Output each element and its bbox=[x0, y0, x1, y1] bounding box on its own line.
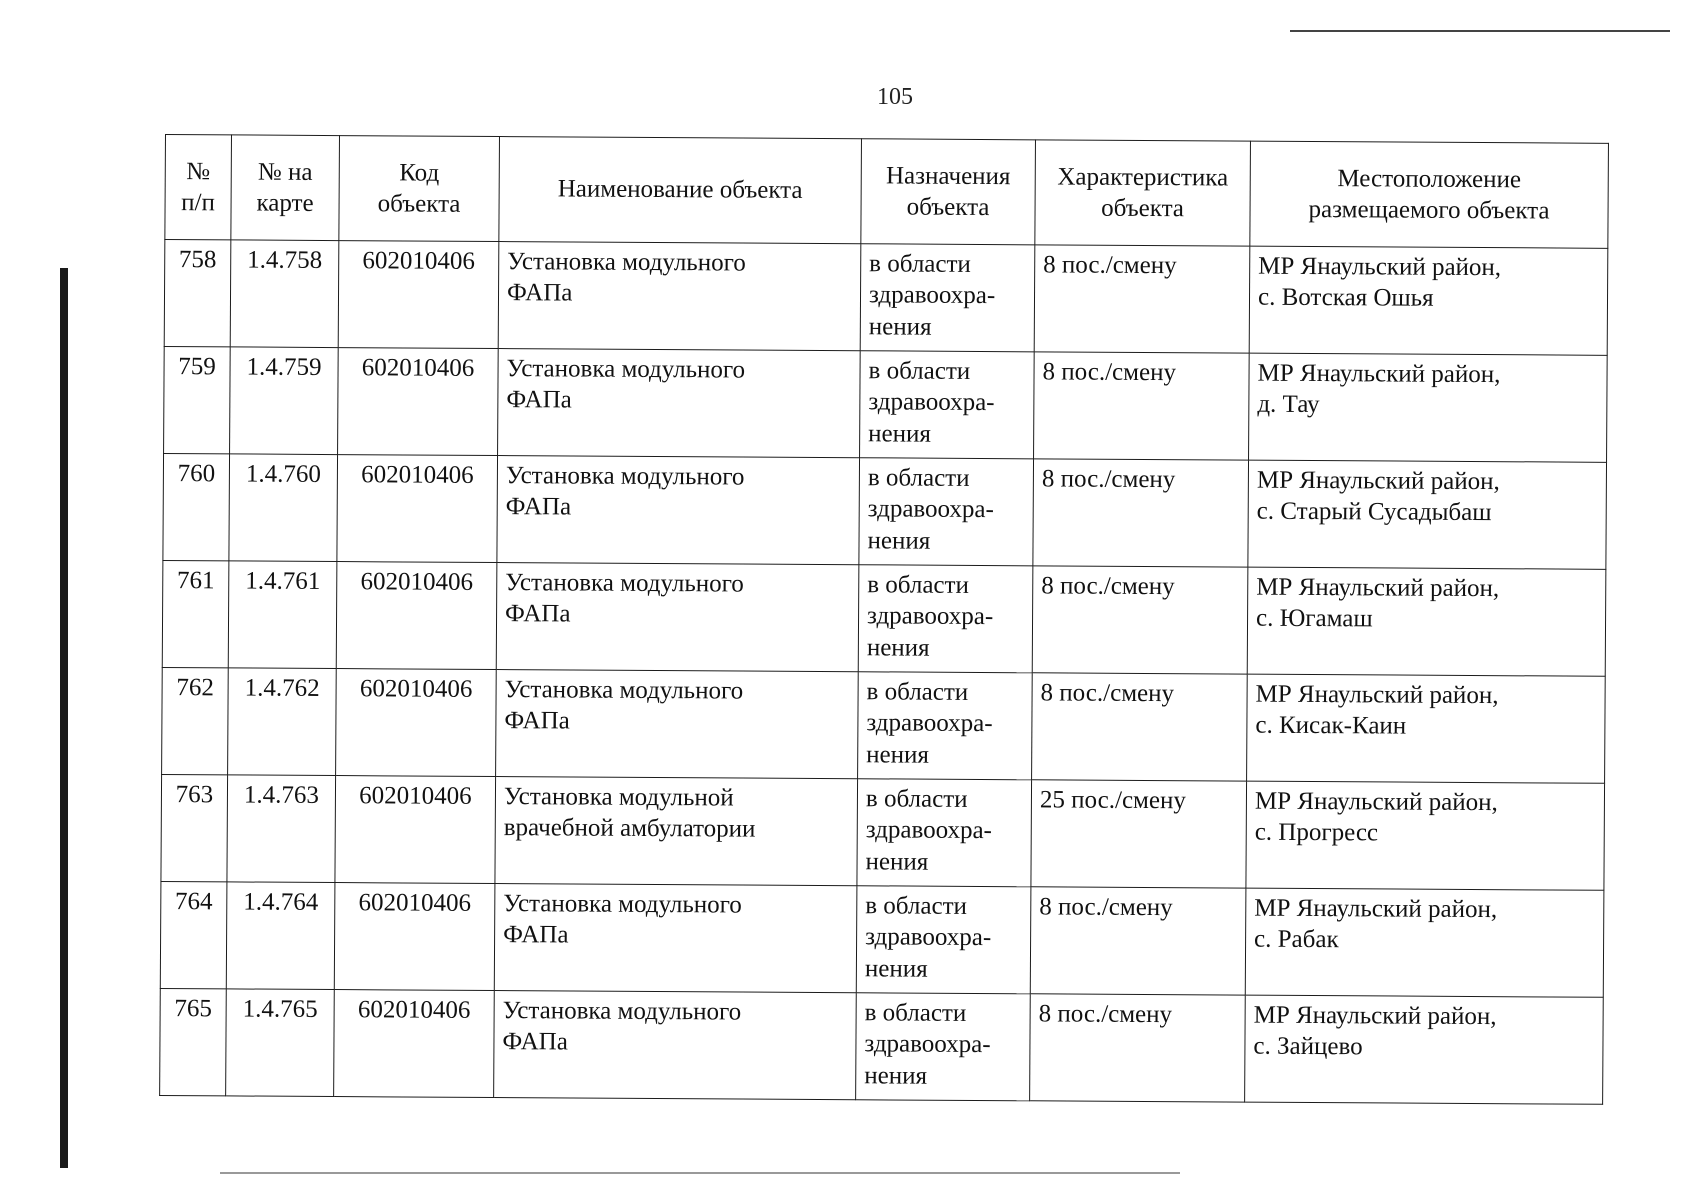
cell-object-code: 602010406 bbox=[336, 562, 497, 670]
scan-artifact-line bbox=[220, 1172, 1180, 1174]
objects-table bbox=[159, 134, 1609, 1105]
cell-map-number: 1.4.760 bbox=[229, 454, 338, 562]
cell-characteristic: 8 пос./смену bbox=[1032, 673, 1248, 781]
table-row bbox=[163, 453, 1607, 569]
cell-object-name: Установка модульного ФАПа bbox=[494, 991, 857, 1100]
cell-object-name: Установка модульного ФАПа bbox=[494, 884, 857, 993]
header-purpose: Назначения объекта bbox=[861, 139, 1036, 245]
table-row bbox=[161, 774, 1605, 890]
cell-object-name: Установка модульного ФАПа bbox=[498, 242, 861, 351]
cell-characteristic: 8 пос./смену bbox=[1033, 459, 1249, 567]
header-object-code: Код объекта bbox=[339, 136, 500, 242]
table-row bbox=[160, 988, 1604, 1104]
cell-object-name: Установка модульного ФАПа bbox=[498, 349, 861, 458]
cell-row-number: 761 bbox=[162, 560, 229, 667]
cell-purpose: в области здравоохра- нения bbox=[857, 779, 1032, 887]
scan-artifact-line bbox=[1290, 30, 1670, 32]
cell-location: МР Янаульский район, с. Старый Сусадыбаш bbox=[1248, 460, 1607, 569]
cell-purpose: в области здравоохра- нения bbox=[858, 672, 1033, 780]
cell-location: МР Янаульский район, с. Вотская Ошья bbox=[1249, 246, 1608, 355]
header-object-name: Наименование объекта bbox=[499, 137, 862, 244]
cell-purpose: в области здравоохра- нения bbox=[860, 244, 1035, 352]
cell-row-number: 763 bbox=[161, 774, 228, 881]
cell-location: МР Янаульский район, с. Рабак bbox=[1245, 888, 1604, 997]
cell-row-number: 764 bbox=[160, 881, 227, 988]
cell-object-code: 602010406 bbox=[334, 990, 495, 1098]
cell-map-number: 1.4.765 bbox=[226, 989, 335, 1097]
cell-object-code: 602010406 bbox=[336, 669, 497, 777]
cell-row-number: 758 bbox=[164, 240, 231, 347]
cell-purpose: в области здравоохра- нения bbox=[860, 351, 1035, 459]
cell-location: МР Янаульский район, д. Тау bbox=[1249, 353, 1608, 462]
cell-map-number: 1.4.764 bbox=[226, 882, 335, 990]
table-row bbox=[160, 881, 1604, 997]
header-map-number: № на карте bbox=[231, 135, 340, 241]
cell-purpose: в области здравоохра- нения bbox=[856, 886, 1031, 994]
cell-row-number: 765 bbox=[160, 988, 227, 1095]
cell-location: МР Янаульский район, с. Зайцево bbox=[1245, 995, 1604, 1104]
cell-object-name: Установка модульного ФАПа bbox=[496, 670, 859, 779]
cell-row-number: 759 bbox=[164, 346, 231, 453]
cell-row-number: 760 bbox=[163, 453, 230, 560]
cell-object-code: 602010406 bbox=[337, 455, 498, 563]
scan-artifact-bar bbox=[60, 268, 68, 1168]
cell-location: МР Янаульский район, с. Кисак-Каин bbox=[1247, 674, 1606, 783]
cell-characteristic: 8 пос./смену bbox=[1030, 994, 1246, 1102]
cell-characteristic: 8 пос./смену bbox=[1030, 887, 1246, 995]
table-row bbox=[162, 667, 1606, 783]
cell-location: МР Янаульский район, с. Югамаш bbox=[1247, 567, 1606, 676]
cell-purpose: в области здравоохра- нения bbox=[856, 993, 1031, 1101]
cell-object-code: 602010406 bbox=[338, 241, 499, 349]
cell-characteristic: 25 пос./смену bbox=[1031, 780, 1247, 888]
cell-object-code: 602010406 bbox=[338, 348, 499, 456]
cell-purpose: в области здравоохра- нения bbox=[859, 458, 1034, 566]
cell-characteristic: 8 пос./смену bbox=[1034, 245, 1250, 353]
cell-object-code: 602010406 bbox=[335, 776, 496, 884]
header-num: № п/п bbox=[165, 135, 232, 240]
cell-purpose: в области здравоохра- нения bbox=[858, 565, 1033, 673]
cell-characteristic: 8 пос./смену bbox=[1032, 566, 1248, 674]
cell-map-number: 1.4.759 bbox=[230, 347, 339, 455]
cell-map-number: 1.4.762 bbox=[228, 668, 337, 776]
header-characteristic: Характеристика объекта bbox=[1035, 140, 1251, 246]
cell-map-number: 1.4.763 bbox=[227, 775, 336, 883]
cell-object-name: Установка модульной врачебной амбулатории bbox=[495, 777, 858, 886]
page-number: 105 bbox=[877, 84, 913, 110]
cell-location: МР Янаульский район, с. Прогресс bbox=[1246, 781, 1605, 890]
table-row bbox=[162, 560, 1606, 676]
cell-characteristic: 8 пос./смену bbox=[1034, 352, 1250, 460]
table-body bbox=[160, 240, 1608, 1105]
cell-object-name: Установка модульного ФАПа bbox=[497, 456, 860, 565]
cell-object-code: 602010406 bbox=[334, 883, 495, 991]
header-location: Местоположение размещаемого объекта bbox=[1250, 141, 1609, 248]
table-header-row bbox=[165, 135, 1609, 249]
cell-row-number: 762 bbox=[162, 667, 229, 774]
cell-object-name: Установка модульного ФАПа bbox=[496, 563, 859, 672]
table-row bbox=[164, 346, 1608, 462]
table-row bbox=[164, 240, 1608, 356]
cell-map-number: 1.4.758 bbox=[230, 240, 339, 348]
cell-map-number: 1.4.761 bbox=[228, 561, 337, 669]
